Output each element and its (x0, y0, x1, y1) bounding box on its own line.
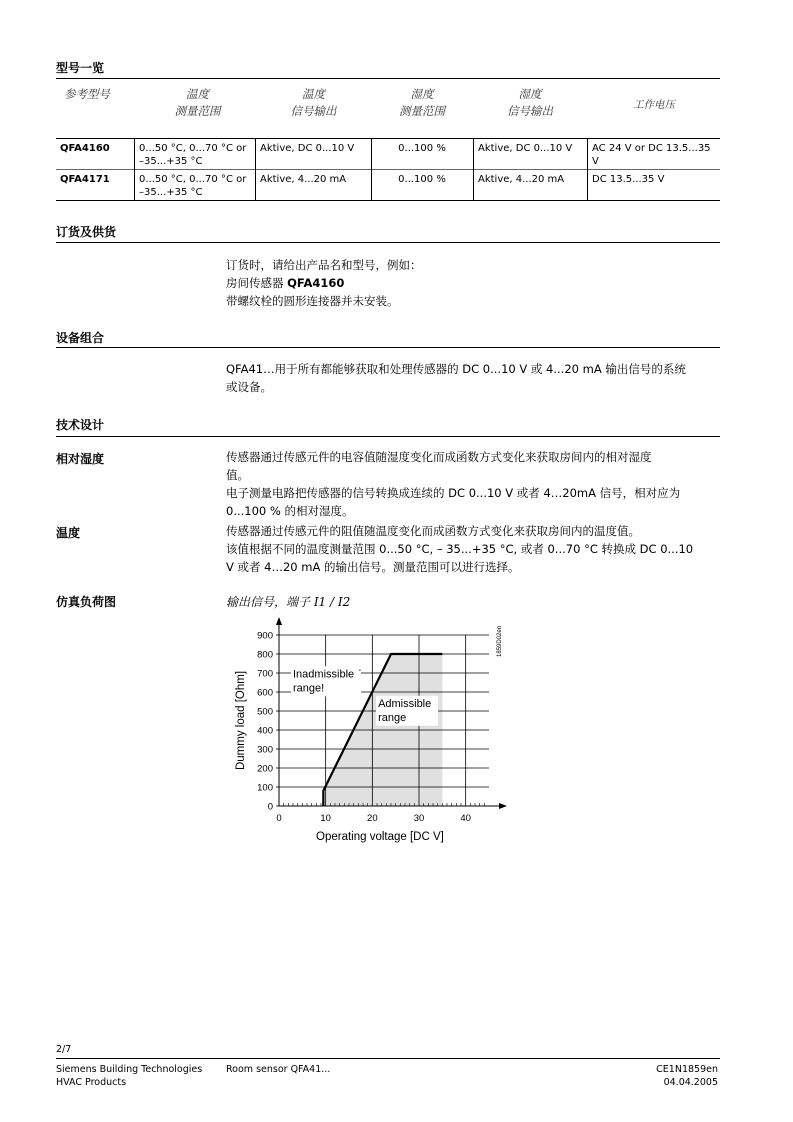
equipment-line: 或设备。 (226, 380, 272, 394)
annotation-inadmissible: Inadmissible (293, 668, 355, 681)
ordering-model: QFA4160 (287, 276, 345, 290)
label-temperature: 温度 (56, 526, 81, 540)
table-column-divider (255, 138, 256, 200)
table-header-hum-output: 湿度 信号输出 (507, 87, 553, 118)
humidity-line: 0...100 % 的相对湿度。 (226, 504, 354, 518)
table-column-divider (587, 138, 588, 200)
y-tick-label: 900 (257, 630, 273, 642)
x-tick-label: 40 (460, 813, 471, 824)
table-cell-model: QFA4160 (60, 143, 110, 154)
footer-division: HVAC Products (56, 1077, 127, 1088)
table-cell-hum-range: 0...100 % (398, 174, 446, 185)
footer-company: Siemens Building Technologies (56, 1064, 203, 1075)
section-rule (56, 347, 720, 348)
x-tick-label: 20 (367, 813, 378, 824)
footer-rule (56, 1058, 720, 1059)
table-cell-temp-output: Aktive, 4...20 mA (260, 174, 347, 185)
table-header-temp-output: 温度 信号输出 (290, 87, 337, 118)
page-number: 2/7 (56, 1044, 72, 1055)
y-tick-label: 600 (257, 687, 273, 699)
footer-date: 04.04.2005 (663, 1077, 718, 1088)
table-column-divider (134, 138, 135, 200)
figure-code: 1859D02en (497, 625, 503, 657)
humidity-line: 电子测量电路把传感器的信号转换成连续的 DC 0...10 V 或者 4…20mA 信号，相对应为 (226, 486, 681, 500)
humidity-text (226, 448, 720, 520)
table-cell-hum-range: 0...100 % (398, 143, 446, 154)
table-header-temp-range: 温度 测量范围 (174, 87, 221, 118)
annotation-inadmissible: range! (293, 682, 325, 695)
table-cell-temp-output: Aktive, DC 0...10 V (260, 143, 355, 154)
x-tick-label: 30 (413, 813, 425, 824)
temperature-line: 传感器通过传感元件的阻值随温度变化而成函数方式变化来获取房间内的温度值。 (226, 524, 640, 538)
temperature-line: V 或者 4…20 mA 的输出信号。测量范围可以进行选择。 (226, 560, 520, 574)
section-title-ordering: 订货及供货 (56, 225, 117, 239)
ordering-text (226, 256, 720, 310)
table-rule (56, 138, 720, 139)
y-tick-label: 400 (257, 725, 273, 737)
y-tick-label: 0 (267, 801, 273, 813)
ordering-line: 订货时，请给出产品名和型号，例如： (226, 258, 422, 272)
y-tick-label: 300 (257, 744, 273, 756)
footer-doc-title: Room sensor QFA41... (226, 1064, 331, 1075)
table-header-hum-range: 湿度 测量范围 (399, 87, 445, 118)
temperature-line: 该值根据不同的温度测量范围 0...50 °C, – 35...+35 °C, 或者 0...70 °C 转换成 DC 0...10 (226, 542, 694, 556)
table-rule (56, 169, 720, 170)
table-cell-temp-range: 0...50 °C, 0...70 °C or –35...+35 °C (139, 174, 247, 198)
ordering-line: 带螺纹栓的圆形连接器并未安装。 (226, 294, 399, 308)
section-title-equipment: 设备组合 (56, 331, 105, 345)
temperature-text (226, 522, 720, 576)
section-title-types: 型号一览 (56, 61, 105, 75)
table-cell-hum-output: Aktive, DC 0...10 V (478, 143, 573, 154)
y-axis-label: Dummy load [Ohm] (235, 670, 247, 771)
y-tick-label: 100 (257, 782, 273, 794)
equipment-line: QFA41…用于所有都能够获取和处理传感器的 DC 0...10 V 或 4...20 mA 输出信号的系统 (226, 362, 686, 376)
section-rule (56, 242, 720, 243)
table-cell-temp-range: 0...50 °C, 0...70 °C or –35...+35 °C (139, 143, 247, 167)
table-header-model: 参考型号 (64, 87, 110, 101)
section-rule (56, 78, 720, 79)
annotation-admissible: range (378, 711, 407, 724)
table-column-divider (473, 138, 474, 200)
x-tick-label: 0 (276, 813, 282, 824)
footer-doc-id: CE1N1859en (656, 1064, 718, 1075)
table-rule (56, 200, 720, 201)
table-header-voltage: 工作电压 (633, 99, 675, 111)
equipment-text (226, 360, 720, 396)
ordering-line (226, 274, 720, 292)
section-rule (56, 436, 720, 437)
y-tick-label: 200 (257, 763, 273, 775)
ordering-line-prefix: 房间传感器 (226, 276, 288, 290)
humidity-line: 传感器通过传感元件的电容值随湿度变化而成函数方式变化来获取房间内的相对湿度 (226, 450, 652, 464)
y-tick-label: 500 (257, 706, 273, 718)
table-cell-hum-output: Aktive, 4...20 mA (478, 174, 565, 185)
label-humidity: 相对湿度 (56, 452, 105, 466)
table-cell-model: QFA4171 (60, 174, 110, 185)
dummy-load-chart (226, 615, 526, 850)
chart-caption: 输出信号，端子 I1 / I2 (226, 595, 351, 609)
humidity-line: 值。 (226, 468, 249, 482)
x-tick-label: 10 (320, 813, 331, 824)
y-axis-arrow (276, 617, 282, 625)
x-axis-arrow (499, 803, 507, 809)
table-cell-voltage: DC 13.5...35 V (592, 174, 665, 185)
annotation-admissible: Admissible (378, 697, 432, 710)
section-title-technical: 技术设计 (56, 418, 105, 432)
y-tick-label: 800 (257, 649, 273, 661)
table-cell-voltage: AC 24 V or DC 13.5...35 V (592, 143, 711, 167)
y-tick-label: 700 (257, 668, 273, 680)
x-axis-label: Operating voltage [DC V] (316, 831, 444, 843)
label-dummy-load: 仿真负荷图 (56, 595, 117, 609)
